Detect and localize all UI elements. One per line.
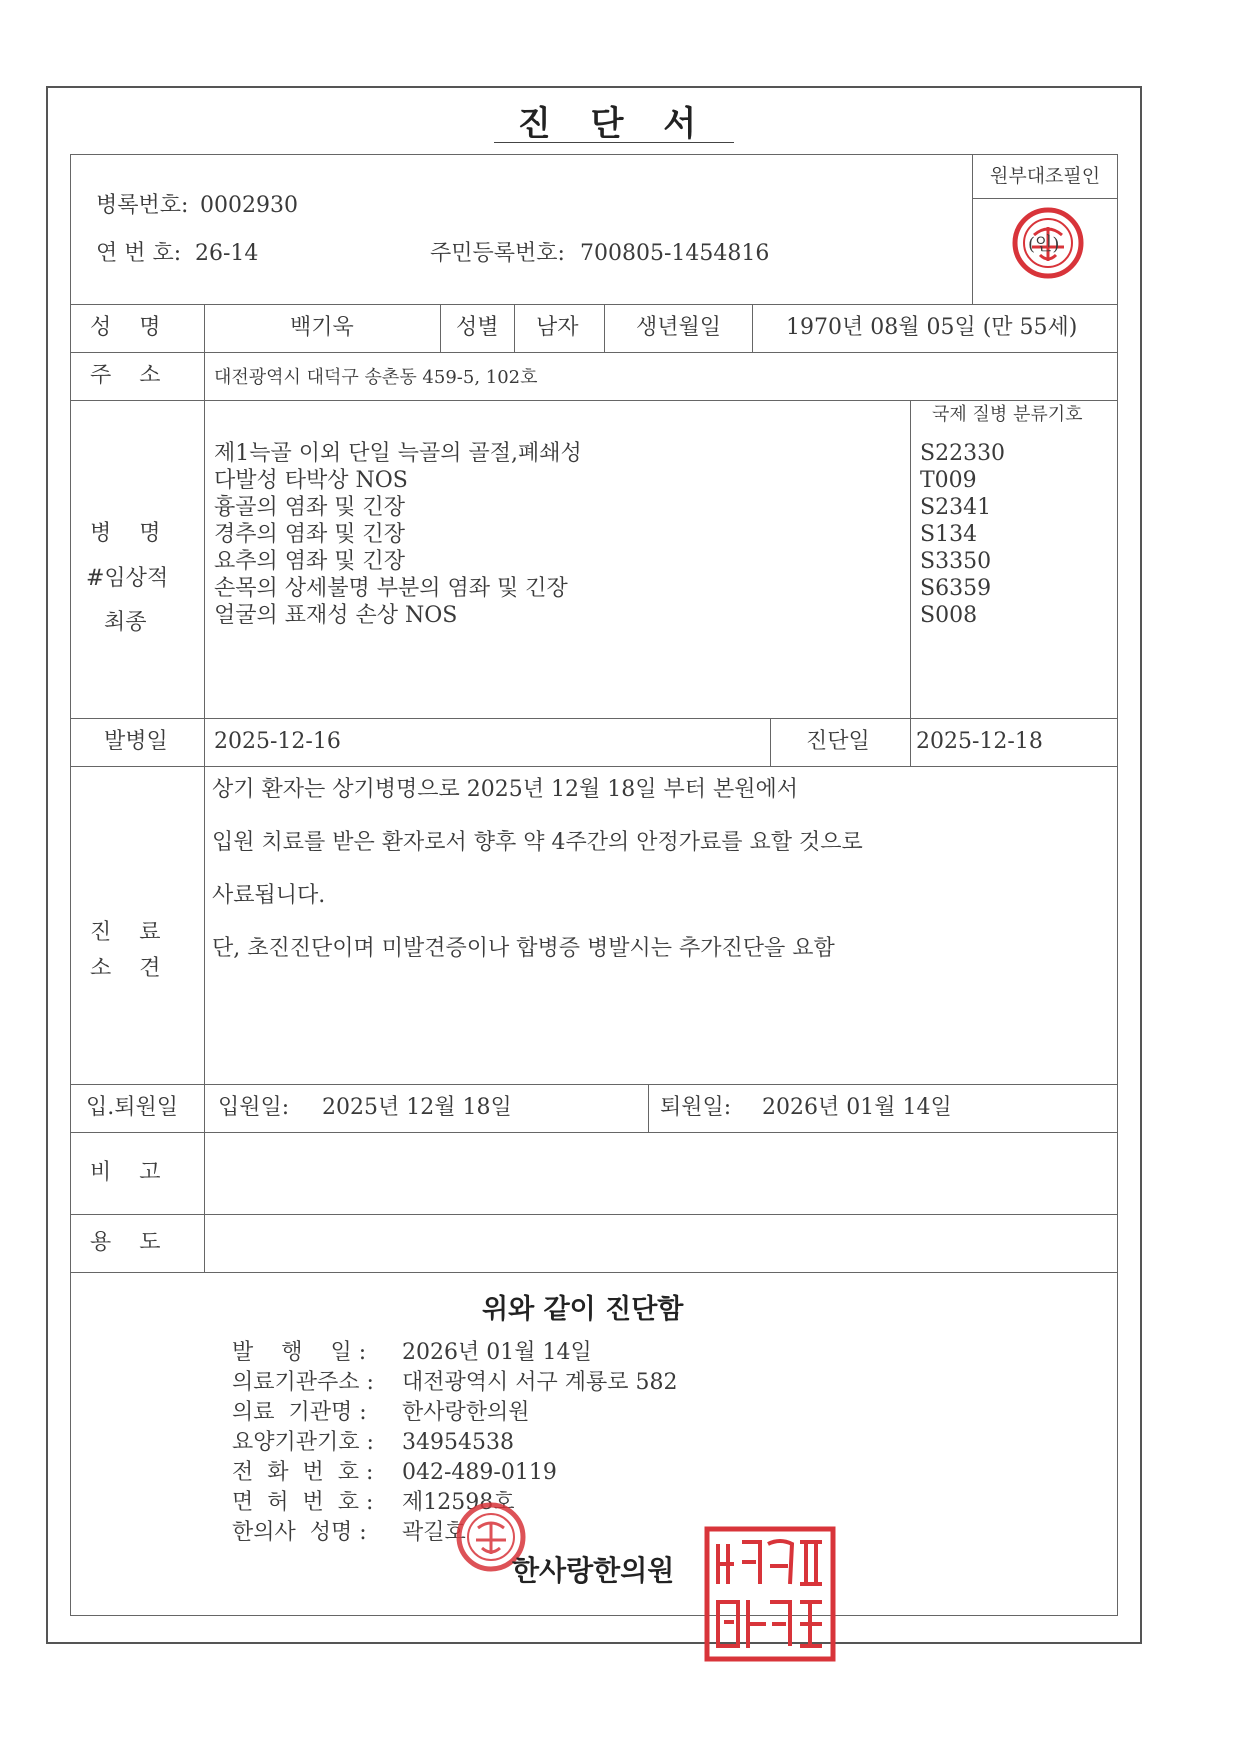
sex-value-divider	[604, 304, 605, 352]
diagnosis-date: 2025-12-18	[916, 729, 1043, 754]
issuer-statement: 위와 같이 진단함	[482, 1294, 684, 1325]
code-header: 국제 질병 분류기호	[932, 404, 1083, 425]
stamp-mark: (인)	[1028, 234, 1060, 255]
stamp-box-left	[972, 154, 973, 304]
row-line-2	[70, 352, 1118, 353]
clinic-seal	[704, 1526, 836, 1662]
label-column-divider	[204, 304, 205, 1272]
serial-no: 26-14	[195, 241, 259, 266]
diagnosis-name: 흉골의 염좌 및 긴장	[214, 495, 405, 520]
diagnosis-clinical-label: #임상적	[86, 566, 169, 591]
sex-cell-divider	[514, 304, 515, 352]
opinion-line: 입원 치료를 받은 환자로서 향후 약 4주간의 안정가료를 요할 것으로	[212, 830, 863, 855]
code-column-divider	[910, 400, 911, 718]
row-line-8	[70, 1214, 1118, 1215]
title-underline	[494, 142, 734, 143]
stamp-box-divider	[972, 198, 1118, 199]
patient-birth: 1970년 08월 05일 (만 55세)	[786, 315, 1078, 340]
diagnosis-name: 경추의 염좌 및 긴장	[214, 522, 405, 547]
diagnosis-code: T009	[920, 468, 977, 493]
opinion-line: 사료됩니다.	[212, 883, 326, 908]
issuer-row-label: 전 화 번 호 :	[232, 1460, 374, 1485]
admit-date: 2025년 12월 18일	[322, 1095, 512, 1120]
opinion-line: 단, 초진진단이며 미발견증이나 합병증 병발시는 추가진단을 요함	[212, 936, 835, 961]
diagnosis-date-divider	[910, 718, 911, 766]
diagnosis-name: 다발성 타박상 NOS	[214, 468, 408, 493]
row-line-3	[70, 400, 1118, 401]
issuer-row-value: 2026년 01월 14일	[402, 1340, 592, 1365]
name-cell-divider	[440, 304, 441, 352]
birth-label: 생년월일	[636, 315, 722, 340]
patient-address: 대전광역시 대덕구 송촌동 459-5, 102호	[214, 367, 538, 388]
issuer-row-label: 면 허 번 호 :	[232, 1490, 374, 1515]
clinic-name: 한사랑한의원	[512, 1554, 675, 1587]
issuer-row-value: 042-489-0119	[402, 1460, 557, 1485]
diagnosis-code: S2341	[920, 495, 992, 520]
row-line-7	[70, 1132, 1118, 1133]
name-label: 성 명	[90, 315, 161, 340]
diagnosis-code: S008	[920, 603, 978, 628]
original-copy-stamp-label: 원부대조필인	[990, 165, 1101, 187]
issuer-row-value: 곽길호	[402, 1520, 466, 1545]
diagnosis-label: 병 명	[90, 521, 161, 546]
patient-name: 백기욱	[290, 315, 354, 340]
diagnosis-code: S3350	[920, 549, 992, 574]
record-no: 0002930	[200, 193, 298, 218]
row-line-1	[70, 304, 1118, 305]
birth-cell-divider	[752, 304, 753, 352]
record-no-label: 병록번호:	[96, 193, 189, 218]
admission-label: 입.퇴원일	[86, 1095, 179, 1120]
document-title: 진 단 서	[517, 104, 711, 144]
issuer-row-label: 의료 기관명 :	[232, 1400, 367, 1425]
diagnosis-date-label: 진단일	[806, 729, 870, 754]
row-line-4	[70, 718, 1118, 719]
opinion-label-bottom: 소 견	[90, 956, 161, 981]
discharge-date: 2026년 01월 14일	[762, 1095, 952, 1120]
address-label: 주 소	[90, 363, 161, 388]
resident-no-label: 주민등록번호:	[430, 241, 565, 266]
purpose-label: 용 도	[90, 1230, 161, 1255]
diagnosis-name: 얼굴의 표재성 손상 NOS	[214, 603, 458, 628]
row-line-9	[70, 1272, 1118, 1273]
remarks-label: 비 고	[90, 1160, 161, 1185]
diagnosis-code: S134	[920, 522, 978, 547]
issuer-row-label: 한의사 성명 :	[232, 1520, 367, 1545]
diagnosis-final-label: 최종	[104, 610, 147, 635]
resident-no: 700805-1454816	[580, 241, 770, 266]
issuer-row-label: 발 행 일 :	[232, 1340, 367, 1365]
onset-cell-divider	[770, 718, 771, 766]
row-line-5	[70, 766, 1118, 767]
admit-label: 입원일:	[218, 1095, 290, 1120]
discharge-label: 퇴원일:	[660, 1095, 732, 1120]
opinion-label-top: 진 료	[90, 920, 161, 945]
issuer-row-value: 한사랑한의원	[402, 1400, 530, 1425]
issuer-row-label: 의료기관주소 :	[232, 1370, 374, 1395]
diagnosis-name: 제1늑골 이외 단일 늑골의 골절,폐쇄성	[214, 441, 582, 466]
diagnosis-name: 손목의 상세불명 부분의 염좌 및 긴장	[214, 576, 568, 601]
diagnosis-name: 요추의 염좌 및 긴장	[214, 549, 405, 574]
issuer-row-value: 34954538	[402, 1430, 514, 1455]
sex-label: 성별	[456, 315, 499, 340]
issuer-row-value: 제12598호	[402, 1490, 515, 1515]
opinion-line: 상기 환자는 상기병명으로 2025년 12월 18일 부터 본원에서	[212, 777, 798, 802]
onset-label: 발병일	[104, 729, 168, 754]
admission-cell-divider	[648, 1084, 649, 1132]
onset-date: 2025-12-16	[214, 729, 341, 754]
diagnosis-code: S22330	[920, 441, 1006, 466]
row-line-6	[70, 1084, 1118, 1085]
diagnosis-code: S6359	[920, 576, 992, 601]
issuer-row-value: 대전광역시 서구 계룡로 582	[402, 1370, 678, 1395]
serial-no-label: 연 번 호:	[96, 241, 182, 266]
issuer-row-label: 요양기관기호 :	[232, 1430, 374, 1455]
patient-sex: 남자	[536, 315, 579, 340]
